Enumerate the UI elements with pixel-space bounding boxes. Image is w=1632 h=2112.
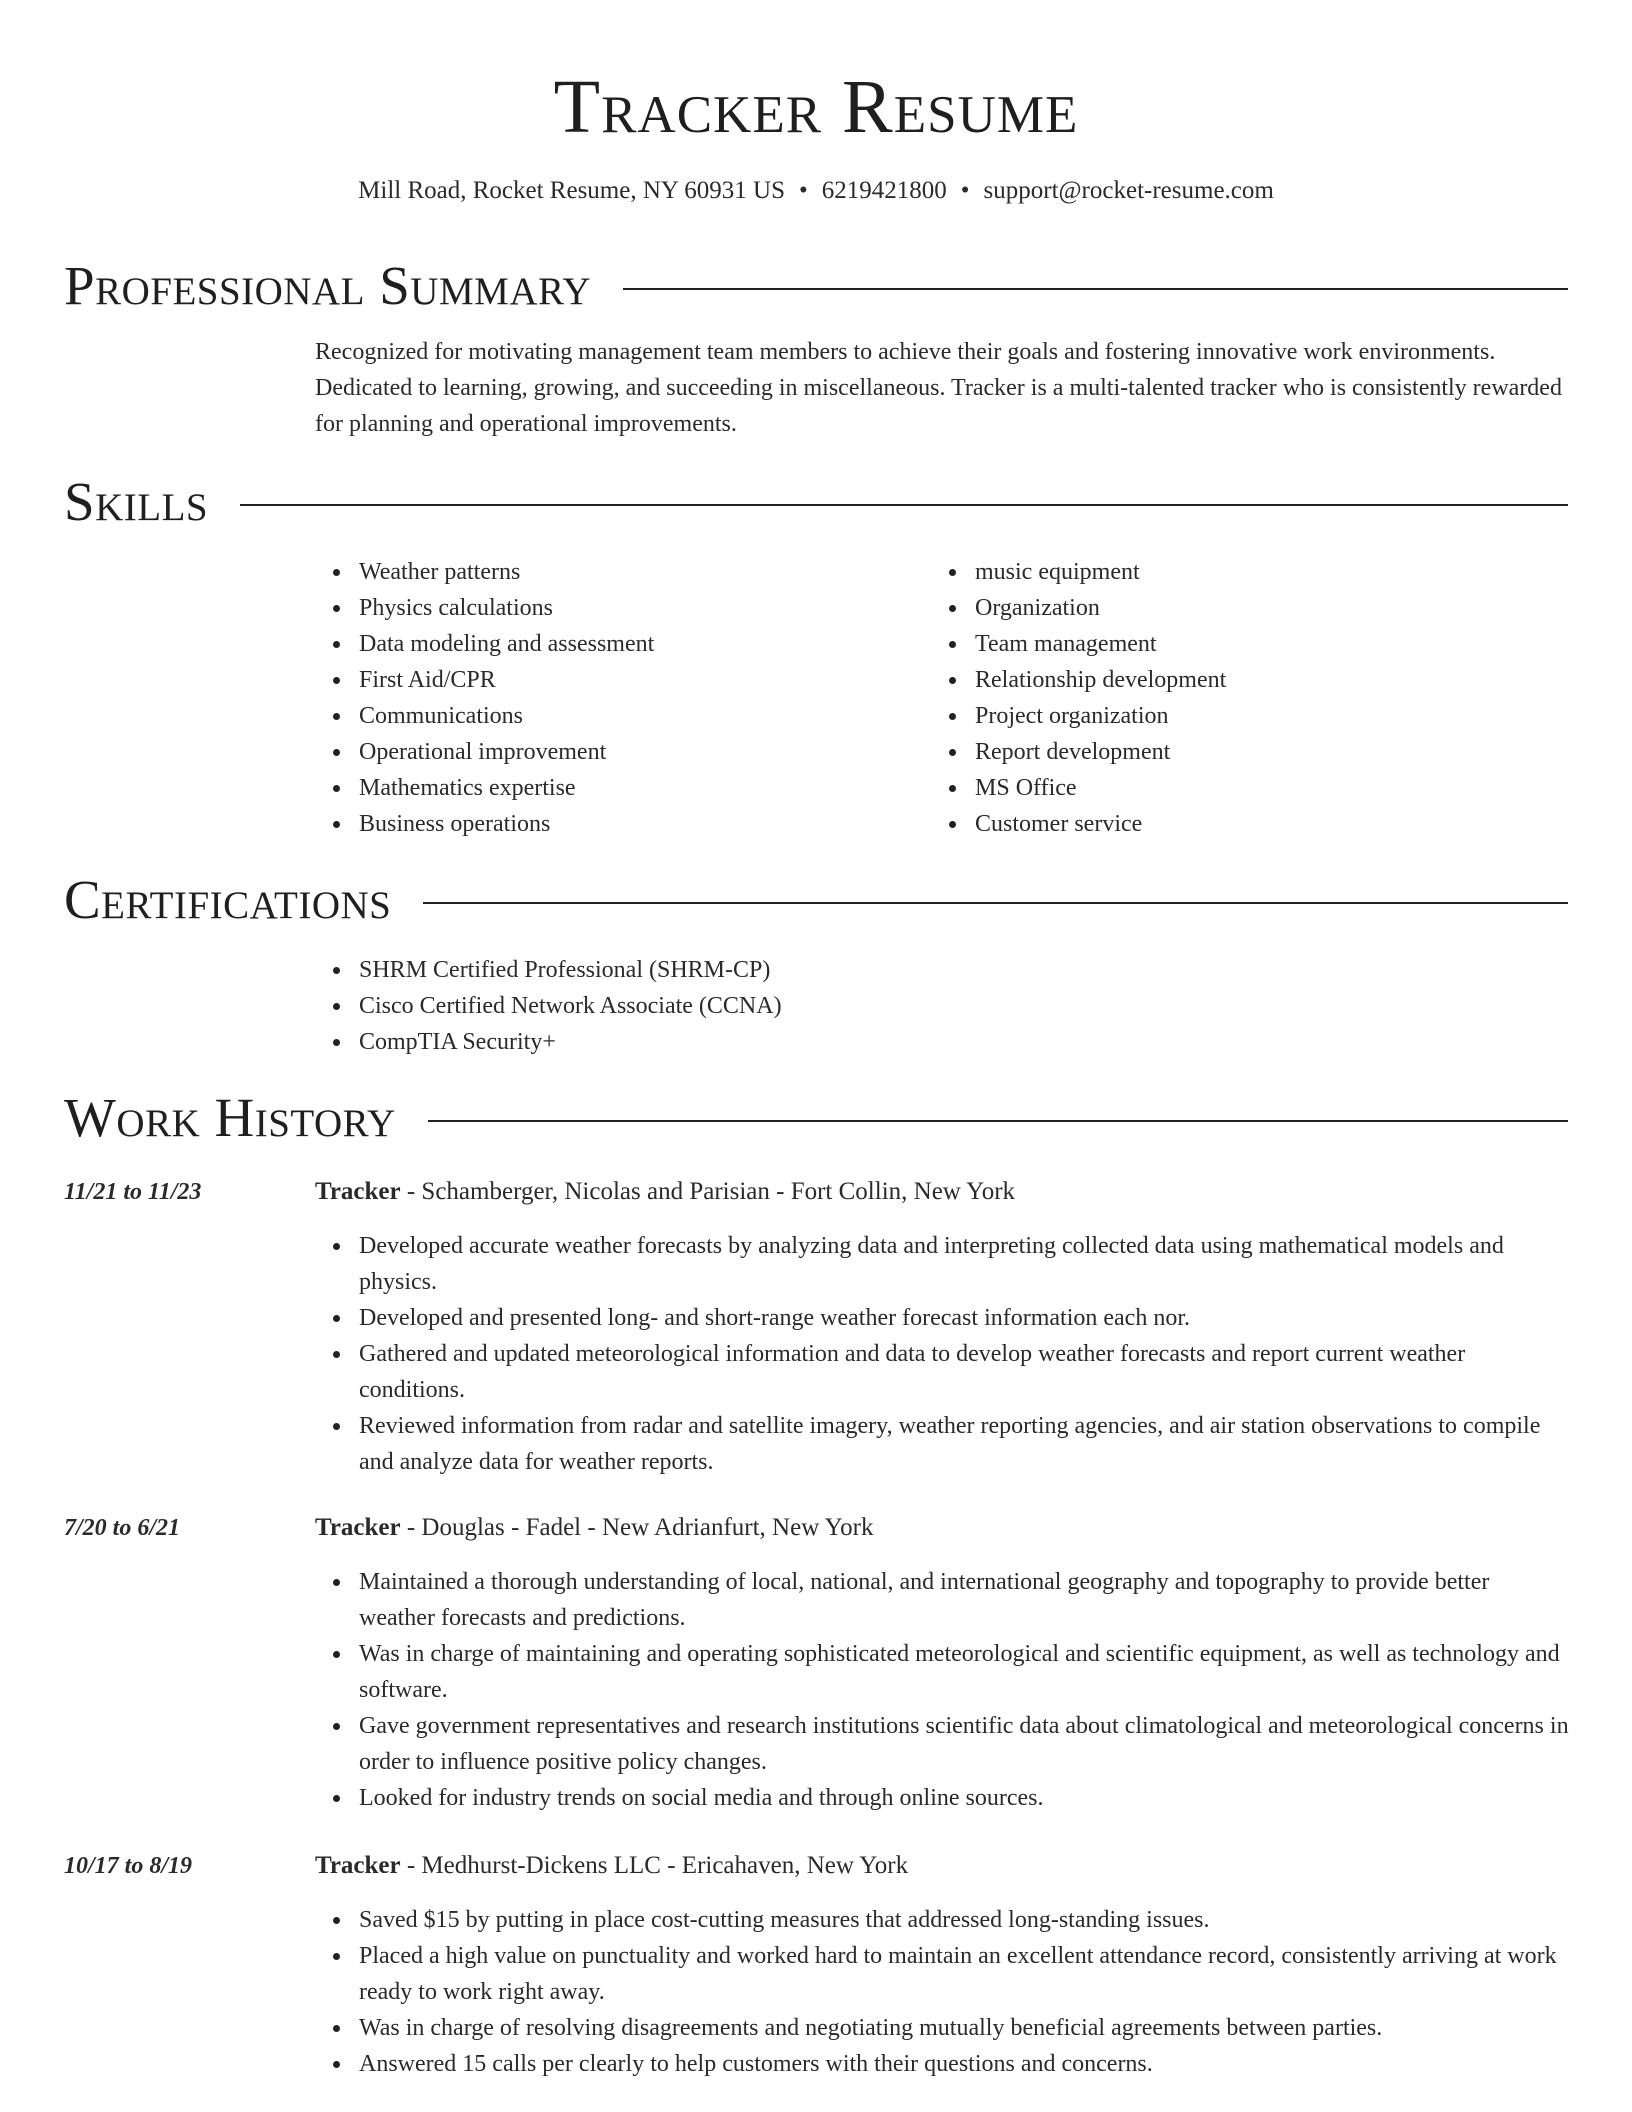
section-divider — [623, 288, 1568, 290]
skills-list-right — [931, 554, 1531, 842]
skill-item: First Aid/CPR — [359, 662, 875, 698]
contact-separator: • — [799, 177, 808, 204]
certification-item: SHRM Certified Professional (SHRM-CP) — [359, 952, 1570, 988]
skill-item: Operational improvement — [359, 734, 875, 770]
work-history-title: Work History — [64, 1087, 396, 1148]
certifications-section-header — [64, 868, 1568, 932]
job-bullet: Was in charge of resolving disagreements and negotiating mutually beneficial agreements between parties. — [359, 2010, 1570, 2046]
job-employer: - Schamberger, Nicolas and Parisian - Fort Collin, New York — [400, 1178, 1016, 1205]
skill-item: Communications — [359, 698, 875, 734]
job-bullet: Saved $15 by putting in place cost-cutting measures that addressed long-standing issues. — [359, 1902, 1570, 1938]
job-bullet: Looked for industry trends on social media and through online sources. — [359, 1780, 1570, 1816]
summary-section-header — [64, 254, 1568, 318]
job-bullets — [315, 1228, 1570, 1480]
job-dates: 7/20 to 6/21 — [64, 1515, 181, 1541]
skills-title: Skills — [64, 471, 209, 532]
job-role: Tracker — [315, 1178, 401, 1205]
job-heading — [315, 1510, 873, 1546]
skills-list-left — [315, 554, 875, 842]
summary-text: Recognized for motivating management team members to achieve their goals and fostering innovative work environments. Dedicated to learning, growing, and succeeding in miscellaneous. Tracker is a multi-talented tracker who is consistently rewarded for planning and operational improvements. — [315, 339, 1562, 437]
job-bullet: Was in charge of maintaining and operating sophisticated meteorological and scientific equipment, as well as technology and software. — [359, 1636, 1570, 1708]
job-role: Tracker — [315, 1514, 401, 1541]
section-divider — [428, 1120, 1568, 1122]
skill-item: Project organization — [975, 698, 1531, 734]
skill-item: Report development — [975, 734, 1531, 770]
section-divider — [240, 504, 1568, 506]
job-bullets — [315, 1902, 1570, 2082]
skill-item: Data modeling and assessment — [359, 626, 875, 662]
job-heading — [315, 1848, 908, 1884]
job-dates: 10/17 to 8/19 — [64, 1853, 193, 1879]
skill-item: MS Office — [975, 770, 1531, 806]
certifications-list — [315, 952, 1570, 1060]
job-bullet: Gave government representatives and research institutions scientific data about climatological and meteorological concerns in order to influence positive policy changes. — [359, 1708, 1570, 1780]
skill-item: Mathematics expertise — [359, 770, 875, 806]
job-employer: - Medhurst-Dickens LLC - Ericahaven, New York — [400, 1852, 909, 1879]
skill-item: music equipment — [975, 554, 1531, 590]
job-dates: 11/21 to 11/23 — [64, 1179, 202, 1205]
job-bullet: Maintained a thorough understanding of local, national, and international geography and topography to provide better weather forecasts and predictions. — [359, 1564, 1570, 1636]
job-bullet: Gathered and updated meteorological information and data to develop weather forecasts and report current weather conditions. — [359, 1336, 1570, 1408]
job-bullet: Reviewed information from radar and satellite imagery, weather reporting agencies, and air station observations to compile and analyze data for weather reports. — [359, 1408, 1570, 1480]
certification-item: Cisco Certified Network Associate (CCNA) — [359, 988, 1570, 1024]
skill-item: Team management — [975, 626, 1531, 662]
resume-name: Tracker Resume — [553, 65, 1079, 149]
job-bullets — [315, 1564, 1570, 1816]
skill-item: Physics calculations — [359, 590, 875, 626]
skill-item: Customer service — [975, 806, 1531, 842]
job-role: Tracker — [315, 1852, 401, 1879]
contact-separator: • — [960, 177, 970, 204]
job-employer: - Douglas - Fadel - New Adrianfurt, New York — [400, 1514, 874, 1541]
job-heading — [315, 1174, 1015, 1210]
section-divider — [423, 902, 1568, 904]
contact-address: Mill Road, Rocket Resume, NY 60931 US — [358, 177, 785, 204]
skill-item: Business operations — [359, 806, 875, 842]
skill-item: Weather patterns — [359, 554, 875, 590]
summary-title: Professional Summary — [64, 255, 592, 316]
skill-item: Organization — [975, 590, 1531, 626]
contact-email: support@rocket-resume.com — [983, 177, 1274, 204]
certification-item: CompTIA Security+ — [359, 1024, 1570, 1060]
job-bullet: Placed a high value on punctuality and worked hard to maintain an excellent attendance record, consistently arriving at work ready to work right away. — [359, 1938, 1570, 2010]
job-bullet: Developed and presented long- and short-range weather forecast information each nor. — [359, 1300, 1570, 1336]
job-bullet: Developed accurate weather forecasts by analyzing data and interpreting collected data using mathematical models and physics. — [359, 1228, 1570, 1300]
contact-phone: 6219421800 — [821, 177, 947, 204]
certifications-title: Certifications — [64, 869, 392, 930]
job-bullet: Answered 15 calls per clearly to help customers with their questions and concerns. — [359, 2046, 1570, 2082]
skill-item: Relationship development — [975, 662, 1531, 698]
skills-section-header — [64, 470, 1568, 534]
contact-line — [0, 174, 1632, 208]
work-history-section-header — [64, 1086, 1568, 1150]
